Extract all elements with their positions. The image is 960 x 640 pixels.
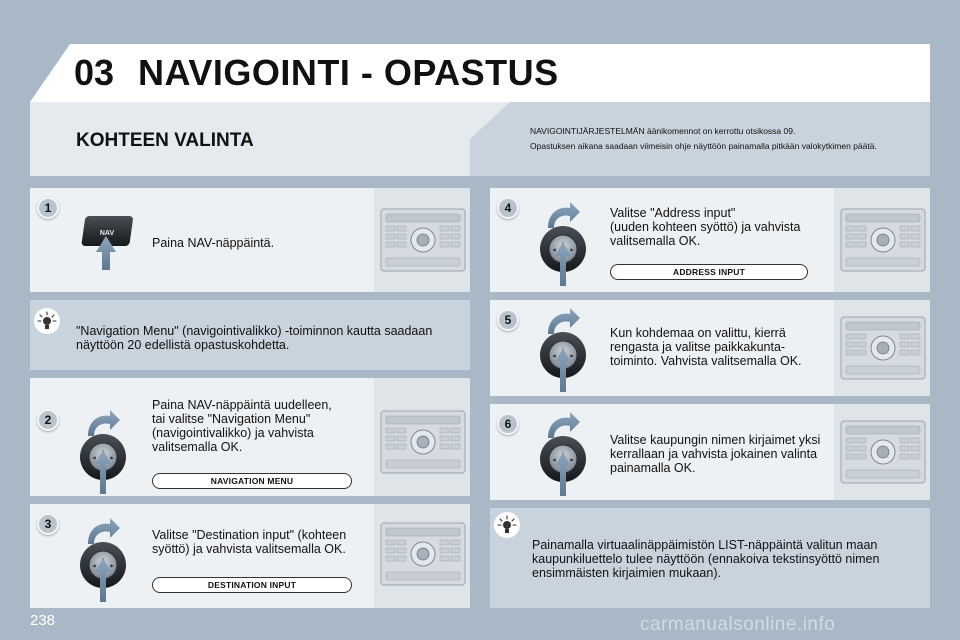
nav-key-icon — [76, 212, 136, 272]
radio-unit-icon — [380, 410, 466, 474]
press-arrow-icon — [555, 242, 571, 286]
press-arrow-icon — [555, 348, 571, 392]
step-3-text: Valitse "Destination input" (kohteen syöttö) ja vahvista valitsemalla OK. — [152, 528, 347, 556]
radio-unit-icon — [840, 316, 926, 380]
page-number: 238 — [30, 612, 56, 629]
step-1-text: Paina NAV-näppäintä. — [152, 236, 275, 250]
section-note-line: NAVIGOINTIJÄRJESTELMÄN äänikomennot on kerrottu otsikossa 09. — [530, 126, 796, 136]
step-5-text: Kun kohdemaa on valittu, kierrä rengasta ja valitse paikkakunta- toiminto. Vahvista valitsemalla OK. — [610, 326, 802, 368]
tip-1-text: "Navigation Menu" (navigointivalikko) -toiminnon kautta saadaan näyttöön 20 edellistä opastuskohdetta. — [76, 324, 433, 352]
radio-unit-icon — [840, 208, 926, 272]
step-2-badge: 2 — [37, 409, 59, 431]
radio-unit-icon — [840, 420, 926, 484]
step-4-text: Valitse "Address input" (uuden kohteen syöttö) ja vahvista valitsemalla OK. — [610, 206, 801, 248]
step-6-badge: 6 — [497, 413, 519, 435]
section-note-line: Opastuksen aikana saadaan viimeisin ohje näyttöön painamalla pitkään valokytkimen päätä. — [530, 141, 877, 151]
menu-label-address-input: ADDRESS INPUT — [610, 264, 808, 280]
nav-key-label: NAV — [99, 230, 115, 237]
section-title: KOHTEEN VALINTA — [76, 130, 254, 151]
step-1-badge: 1 — [37, 197, 59, 219]
lightbulb-icon — [494, 512, 520, 538]
chapter-number: 03 — [74, 52, 115, 93]
tip-2-text: Painamalla virtuaalinäppäimistön LIST-näppäintä valitun maan kaupunkiluettelo tulee näyttöön (ennakoiva tekstinsyöttö nimen ensimmäisten kirjaimien mukaan). — [532, 538, 880, 580]
chapter-title: NAVIGOINTI - OPASTUS — [138, 52, 559, 93]
lightbulb-icon — [34, 308, 60, 334]
step-3-badge: 3 — [37, 513, 59, 535]
step-2-text: Paina NAV-näppäintä uudelleen, tai valitse "Navigation Menu" (navigointivalikko) ja vahvista valitsemalla OK. — [152, 398, 332, 454]
section-header-slant — [430, 102, 510, 176]
menu-label-destination-input: DESTINATION INPUT — [152, 577, 352, 593]
watermark: carmanualsonline.info — [640, 614, 836, 635]
step-6-text: Valitse kaupungin nimen kirjaimet yksi kerrallaan ja vahvista jokainen valinta painamalla OK. — [610, 433, 821, 475]
title-tab-corner — [30, 44, 70, 102]
section-note — [530, 124, 920, 154]
step-5-badge: 5 — [497, 309, 519, 331]
radio-unit-icon — [380, 208, 466, 272]
press-arrow-icon — [95, 450, 111, 494]
menu-label-navigation-menu: NAVIGATION MENU — [152, 473, 352, 489]
press-arrow-icon — [95, 558, 111, 602]
press-arrow-icon — [555, 452, 571, 496]
radio-unit-icon — [380, 522, 466, 586]
step-4-badge: 4 — [497, 197, 519, 219]
